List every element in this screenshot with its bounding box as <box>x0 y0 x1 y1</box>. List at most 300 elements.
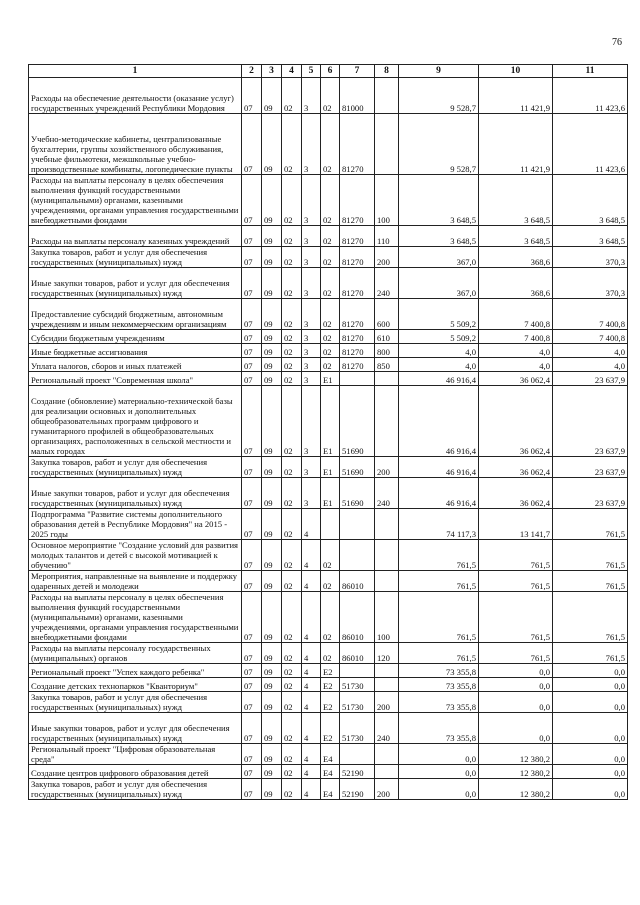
code-cell: E2 <box>321 678 340 692</box>
table-row <box>29 78 628 114</box>
code-cell: 07 <box>242 372 262 386</box>
code-cell: 07 <box>242 592 262 643</box>
amount-cell: 11 423,6 <box>553 114 628 175</box>
code-cell: 81270 <box>340 344 375 358</box>
amount-cell: 0,0 <box>479 664 553 678</box>
code-cell: 52190 <box>340 779 375 800</box>
amount-cell: 7 400,8 <box>553 330 628 344</box>
code-cell: 07 <box>242 226 262 247</box>
amount-cell: 23 637,9 <box>553 386 628 457</box>
amount-cell: 761,5 <box>479 540 553 571</box>
code-cell: 240 <box>375 713 399 744</box>
table-row <box>29 571 628 592</box>
table-row <box>29 540 628 571</box>
row-name: Расходы на выплаты персоналу казенных учреждений <box>29 226 242 247</box>
code-cell: 02 <box>282 175 302 226</box>
column-header: 1 <box>29 65 242 78</box>
amount-cell: 23 637,9 <box>553 372 628 386</box>
row-name: Региональный проект "Успех каждого ребенка" <box>29 664 242 678</box>
code-cell: 81270 <box>340 175 375 226</box>
code-cell: 07 <box>242 457 262 478</box>
table-body <box>29 78 628 800</box>
code-cell: 02 <box>282 330 302 344</box>
amount-cell: 12 380,2 <box>479 744 553 765</box>
code-cell: 07 <box>242 358 262 372</box>
code-cell: 200 <box>375 457 399 478</box>
amount-cell: 0,0 <box>399 765 479 779</box>
amount-cell: 761,5 <box>479 643 553 664</box>
table-row <box>29 744 628 765</box>
code-cell: 07 <box>242 509 262 540</box>
code-cell: 3 <box>302 175 321 226</box>
code-cell: 51730 <box>340 692 375 713</box>
code-cell: 02 <box>282 540 302 571</box>
code-cell: 02 <box>282 744 302 765</box>
code-cell: 200 <box>375 692 399 713</box>
row-name: Иные бюджетные ассигнования <box>29 344 242 358</box>
code-cell: 09 <box>262 643 282 664</box>
amount-cell: 13 141,7 <box>479 509 553 540</box>
column-header: 9 <box>399 65 479 78</box>
table-row <box>29 779 628 800</box>
code-cell: 02 <box>282 571 302 592</box>
code-cell: 3 <box>302 268 321 299</box>
code-cell: 3 <box>302 114 321 175</box>
row-name: Учебно-методические кабинеты, централизованные бухгалтерии, группы хозяйственного обслуживания, учебные фильмотеки, межшкольные учебно-производственные комбинаты, логопедические пункты <box>29 114 242 175</box>
amount-cell: 36 062,4 <box>479 457 553 478</box>
amount-cell: 4,0 <box>399 358 479 372</box>
amount-cell: 3 648,5 <box>479 175 553 226</box>
amount-cell: 3 648,5 <box>553 226 628 247</box>
code-cell: 02 <box>282 386 302 457</box>
code-cell: E4 <box>321 744 340 765</box>
row-name: Основное мероприятие "Создание условий для развития молодых талантов и детей с высокой мотивацией к обучению" <box>29 540 242 571</box>
table-row <box>29 678 628 692</box>
code-cell: 02 <box>321 247 340 268</box>
amount-cell: 5 509,2 <box>399 299 479 330</box>
amount-cell: 761,5 <box>399 643 479 664</box>
amount-cell: 761,5 <box>399 540 479 571</box>
code-cell: 07 <box>242 299 262 330</box>
code-cell: 02 <box>321 114 340 175</box>
code-cell: 09 <box>262 779 282 800</box>
code-cell: 09 <box>262 372 282 386</box>
column-header: 10 <box>479 65 553 78</box>
table-row <box>29 457 628 478</box>
code-cell: E1 <box>321 478 340 509</box>
code-cell: 86010 <box>340 592 375 643</box>
amount-cell: 761,5 <box>553 592 628 643</box>
table-row <box>29 344 628 358</box>
code-cell <box>375 509 399 540</box>
code-cell: 81270 <box>340 268 375 299</box>
code-cell: 09 <box>262 592 282 643</box>
row-name: Мероприятия, направленные на выявление и поддержку одаренных детей и молодежи <box>29 571 242 592</box>
code-cell: 02 <box>282 478 302 509</box>
code-cell: 07 <box>242 386 262 457</box>
code-cell: 610 <box>375 330 399 344</box>
code-cell: 02 <box>321 344 340 358</box>
code-cell: 07 <box>242 744 262 765</box>
code-cell: 02 <box>282 226 302 247</box>
column-header: 5 <box>302 65 321 78</box>
code-cell: 07 <box>242 713 262 744</box>
code-cell: 81270 <box>340 358 375 372</box>
code-cell: 240 <box>375 268 399 299</box>
table-row <box>29 358 628 372</box>
code-cell: 3 <box>302 78 321 114</box>
code-cell: 02 <box>282 592 302 643</box>
amount-cell: 46 916,4 <box>399 372 479 386</box>
code-cell <box>340 744 375 765</box>
row-name: Субсидии бюджетным учреждениям <box>29 330 242 344</box>
code-cell: 4 <box>302 509 321 540</box>
amount-cell: 9 528,7 <box>399 114 479 175</box>
code-cell <box>340 372 375 386</box>
code-cell: 07 <box>242 344 262 358</box>
code-cell: 800 <box>375 344 399 358</box>
code-cell: 07 <box>242 247 262 268</box>
code-cell: 850 <box>375 358 399 372</box>
code-cell: 100 <box>375 175 399 226</box>
amount-cell: 23 637,9 <box>553 478 628 509</box>
code-cell: 3 <box>302 358 321 372</box>
code-cell: 52190 <box>340 765 375 779</box>
amount-cell: 3 648,5 <box>399 175 479 226</box>
amount-cell: 368,6 <box>479 268 553 299</box>
amount-cell: 7 400,8 <box>479 330 553 344</box>
amount-cell: 0,0 <box>553 779 628 800</box>
code-cell <box>375 744 399 765</box>
code-cell: 02 <box>282 664 302 678</box>
code-cell: 3 <box>302 247 321 268</box>
amount-cell: 4,0 <box>479 344 553 358</box>
amount-cell: 0,0 <box>553 713 628 744</box>
code-cell: 09 <box>262 175 282 226</box>
amount-cell: 0,0 <box>399 779 479 800</box>
amount-cell: 0,0 <box>553 678 628 692</box>
code-cell: 02 <box>282 692 302 713</box>
table-row <box>29 175 628 226</box>
code-cell: 09 <box>262 678 282 692</box>
code-cell: 07 <box>242 678 262 692</box>
code-cell: 09 <box>262 478 282 509</box>
code-cell: 07 <box>242 779 262 800</box>
column-header: 7 <box>340 65 375 78</box>
code-cell: 02 <box>282 765 302 779</box>
amount-cell: 36 062,4 <box>479 372 553 386</box>
amount-cell: 368,6 <box>479 247 553 268</box>
row-name: Иные закупки товаров, работ и услуг для обеспечения государственных (муниципальных) нужд <box>29 268 242 299</box>
code-cell <box>375 678 399 692</box>
amount-cell: 12 380,2 <box>479 765 553 779</box>
code-cell: 07 <box>242 571 262 592</box>
amount-cell: 0,0 <box>553 692 628 713</box>
code-cell: 02 <box>282 643 302 664</box>
code-cell: 09 <box>262 114 282 175</box>
table-row <box>29 592 628 643</box>
code-cell: 51730 <box>340 678 375 692</box>
amount-cell: 4,0 <box>479 358 553 372</box>
code-cell: 81270 <box>340 299 375 330</box>
amount-cell: 12 380,2 <box>479 779 553 800</box>
code-cell: E2 <box>321 692 340 713</box>
code-cell: 02 <box>321 299 340 330</box>
code-cell: 02 <box>282 372 302 386</box>
row-name: Закупка товаров, работ и услуг для обеспечения государственных (муниципальных) нужд <box>29 457 242 478</box>
code-cell: 02 <box>282 713 302 744</box>
code-cell: 3 <box>302 330 321 344</box>
table-row <box>29 330 628 344</box>
row-name: Иные закупки товаров, работ и услуг для обеспечения государственных (муниципальных) нужд <box>29 713 242 744</box>
code-cell: E4 <box>321 779 340 800</box>
code-cell <box>375 765 399 779</box>
code-cell: 02 <box>282 457 302 478</box>
amount-cell: 46 916,4 <box>399 457 479 478</box>
code-cell: 02 <box>321 78 340 114</box>
amount-cell: 23 637,9 <box>553 457 628 478</box>
amount-cell: 3 648,5 <box>399 226 479 247</box>
code-cell: 4 <box>302 678 321 692</box>
table-row <box>29 643 628 664</box>
code-cell: 09 <box>262 386 282 457</box>
code-cell: 120 <box>375 643 399 664</box>
code-cell: 09 <box>262 692 282 713</box>
code-cell: 4 <box>302 664 321 678</box>
code-cell: 200 <box>375 247 399 268</box>
row-name: Закупка товаров, работ и услуг для обеспечения государственных (муниципальных) нужд <box>29 692 242 713</box>
code-cell: 3 <box>302 299 321 330</box>
code-cell: 3 <box>302 457 321 478</box>
code-cell: 09 <box>262 664 282 678</box>
amount-cell: 4,0 <box>399 344 479 358</box>
code-cell: 07 <box>242 268 262 299</box>
amount-cell: 370,3 <box>553 268 628 299</box>
code-cell: 02 <box>282 678 302 692</box>
code-cell: 09 <box>262 330 282 344</box>
code-cell: 4 <box>302 540 321 571</box>
code-cell: 02 <box>321 571 340 592</box>
code-cell <box>340 509 375 540</box>
code-cell: 02 <box>282 779 302 800</box>
code-cell: 51690 <box>340 457 375 478</box>
code-cell: 3 <box>302 344 321 358</box>
amount-cell: 36 062,4 <box>479 386 553 457</box>
code-cell: 07 <box>242 78 262 114</box>
amount-cell: 11 421,9 <box>479 78 553 114</box>
amount-cell: 73 355,8 <box>399 664 479 678</box>
code-cell: 02 <box>282 509 302 540</box>
amount-cell: 4,0 <box>553 344 628 358</box>
amount-cell: 73 355,8 <box>399 692 479 713</box>
amount-cell: 7 400,8 <box>553 299 628 330</box>
row-name: Региональный проект "Современная школа" <box>29 372 242 386</box>
code-cell: 100 <box>375 592 399 643</box>
column-header: 11 <box>553 65 628 78</box>
amount-cell: 0,0 <box>553 744 628 765</box>
code-cell: 02 <box>282 344 302 358</box>
table-row <box>29 478 628 509</box>
amount-cell: 761,5 <box>479 592 553 643</box>
code-cell: 3 <box>302 478 321 509</box>
code-cell: 4 <box>302 643 321 664</box>
code-cell <box>321 509 340 540</box>
code-cell: 09 <box>262 299 282 330</box>
header-row <box>29 65 628 78</box>
code-cell: 07 <box>242 175 262 226</box>
code-cell: 4 <box>302 571 321 592</box>
table-row <box>29 509 628 540</box>
amount-cell: 370,3 <box>553 247 628 268</box>
amount-cell: 761,5 <box>553 540 628 571</box>
amount-cell: 4,0 <box>553 358 628 372</box>
code-cell: 09 <box>262 358 282 372</box>
code-cell: 200 <box>375 779 399 800</box>
row-name: Закупка товаров, работ и услуг для обеспечения государственных (муниципальных) нужд <box>29 247 242 268</box>
code-cell: 02 <box>321 358 340 372</box>
code-cell: E1 <box>321 372 340 386</box>
table-row <box>29 247 628 268</box>
code-cell: 4 <box>302 713 321 744</box>
row-name: Уплата налогов, сборов и иных платежей <box>29 358 242 372</box>
code-cell: 07 <box>242 330 262 344</box>
amount-cell: 0,0 <box>399 744 479 765</box>
code-cell: 09 <box>262 571 282 592</box>
row-name: Создание (обновление) материально-технической базы для реализации основных и дополнительных общеобразовательных программ цифрового и гуманитарного профилей в общеобразовательных организациях, расположенных в сельской местности и малых городах <box>29 386 242 457</box>
code-cell: 02 <box>282 78 302 114</box>
table-row <box>29 114 628 175</box>
code-cell: 4 <box>302 779 321 800</box>
code-cell: 07 <box>242 664 262 678</box>
code-cell <box>375 571 399 592</box>
code-cell: 07 <box>242 114 262 175</box>
code-cell: E1 <box>321 386 340 457</box>
row-name: Предоставление субсидий бюджетным, автономным учреждениям и иным некоммерческим организациям <box>29 299 242 330</box>
amount-cell: 7 400,8 <box>479 299 553 330</box>
code-cell: 07 <box>242 643 262 664</box>
code-cell: 02 <box>282 247 302 268</box>
column-header: 2 <box>242 65 262 78</box>
amount-cell: 761,5 <box>399 571 479 592</box>
code-cell: 110 <box>375 226 399 247</box>
code-cell: E2 <box>321 713 340 744</box>
row-name: Региональный проект "Цифровая образовательная среда" <box>29 744 242 765</box>
code-cell: 02 <box>282 299 302 330</box>
code-cell: 02 <box>282 268 302 299</box>
code-cell: 02 <box>321 643 340 664</box>
code-cell: 02 <box>282 358 302 372</box>
code-cell <box>375 664 399 678</box>
code-cell: 81270 <box>340 114 375 175</box>
amount-cell: 0,0 <box>553 765 628 779</box>
amount-cell: 0,0 <box>479 692 553 713</box>
code-cell: 51730 <box>340 713 375 744</box>
amount-cell: 761,5 <box>553 571 628 592</box>
code-cell: 09 <box>262 765 282 779</box>
code-cell <box>375 114 399 175</box>
code-cell: 07 <box>242 478 262 509</box>
code-cell: 81000 <box>340 78 375 114</box>
code-cell: 4 <box>302 692 321 713</box>
amount-cell: 11 423,6 <box>553 78 628 114</box>
code-cell: 09 <box>262 268 282 299</box>
code-cell <box>375 386 399 457</box>
row-name: Иные закупки товаров, работ и услуг для обеспечения государственных (муниципальных) нужд <box>29 478 242 509</box>
code-cell: 09 <box>262 344 282 358</box>
code-cell: 09 <box>262 540 282 571</box>
row-name: Расходы на выплаты персоналу государственных (муниципальных) органов <box>29 643 242 664</box>
row-name: Расходы на выплаты персоналу в целях обеспечения выполнения функций государственными (муниципальными) органами, казенными учреждениями, органами управления государственными внебюджетными фондами <box>29 175 242 226</box>
amount-cell: 3 648,5 <box>553 175 628 226</box>
code-cell: 4 <box>302 744 321 765</box>
code-cell: 02 <box>321 592 340 643</box>
amount-cell: 0,0 <box>553 664 628 678</box>
code-cell: 240 <box>375 478 399 509</box>
code-cell <box>340 540 375 571</box>
code-cell: 81270 <box>340 226 375 247</box>
page-number: 76 <box>612 37 622 48</box>
code-cell: E4 <box>321 765 340 779</box>
code-cell: 02 <box>321 540 340 571</box>
code-cell: 02 <box>321 330 340 344</box>
code-cell: 09 <box>262 247 282 268</box>
amount-cell: 761,5 <box>399 592 479 643</box>
code-cell: 07 <box>242 765 262 779</box>
code-cell: E1 <box>321 457 340 478</box>
code-cell: 09 <box>262 713 282 744</box>
amount-cell: 761,5 <box>479 571 553 592</box>
code-cell: 02 <box>321 175 340 226</box>
row-name: Расходы на выплаты персоналу в целях обеспечения выполнения функций государственными (муниципальными) органами, казенными учреждениями, органами управления государственными внебюджетными фондами <box>29 592 242 643</box>
amount-cell: 761,5 <box>553 509 628 540</box>
amount-cell: 3 648,5 <box>479 226 553 247</box>
code-cell <box>375 540 399 571</box>
code-cell: 09 <box>262 78 282 114</box>
column-header: 6 <box>321 65 340 78</box>
amount-cell: 761,5 <box>553 643 628 664</box>
amount-cell: 74 117,3 <box>399 509 479 540</box>
budget-table <box>28 64 628 800</box>
code-cell <box>340 664 375 678</box>
amount-cell: 36 062,4 <box>479 478 553 509</box>
code-cell: 3 <box>302 226 321 247</box>
amount-cell: 73 355,8 <box>399 678 479 692</box>
column-header: 8 <box>375 65 399 78</box>
amount-cell: 46 916,4 <box>399 386 479 457</box>
code-cell: 86010 <box>340 571 375 592</box>
code-cell <box>375 372 399 386</box>
table-row <box>29 268 628 299</box>
row-name: Подпрограмма "Развитие системы дополнительного образования детей в Республике Мордовия" на 2015 - 2025 годы <box>29 509 242 540</box>
row-name: Создание детских технопарков "Кванториум" <box>29 678 242 692</box>
code-cell: 51690 <box>340 386 375 457</box>
code-cell: 51690 <box>340 478 375 509</box>
table-row <box>29 386 628 457</box>
amount-cell: 0,0 <box>479 713 553 744</box>
amount-cell: 9 528,7 <box>399 78 479 114</box>
code-cell: 4 <box>302 765 321 779</box>
code-cell: 81270 <box>340 330 375 344</box>
code-cell: 09 <box>262 457 282 478</box>
table-row <box>29 372 628 386</box>
code-cell: 09 <box>262 744 282 765</box>
table-row <box>29 765 628 779</box>
table-row <box>29 299 628 330</box>
amount-cell: 11 421,9 <box>479 114 553 175</box>
code-cell: 81270 <box>340 247 375 268</box>
code-cell: 3 <box>302 386 321 457</box>
table-row <box>29 226 628 247</box>
